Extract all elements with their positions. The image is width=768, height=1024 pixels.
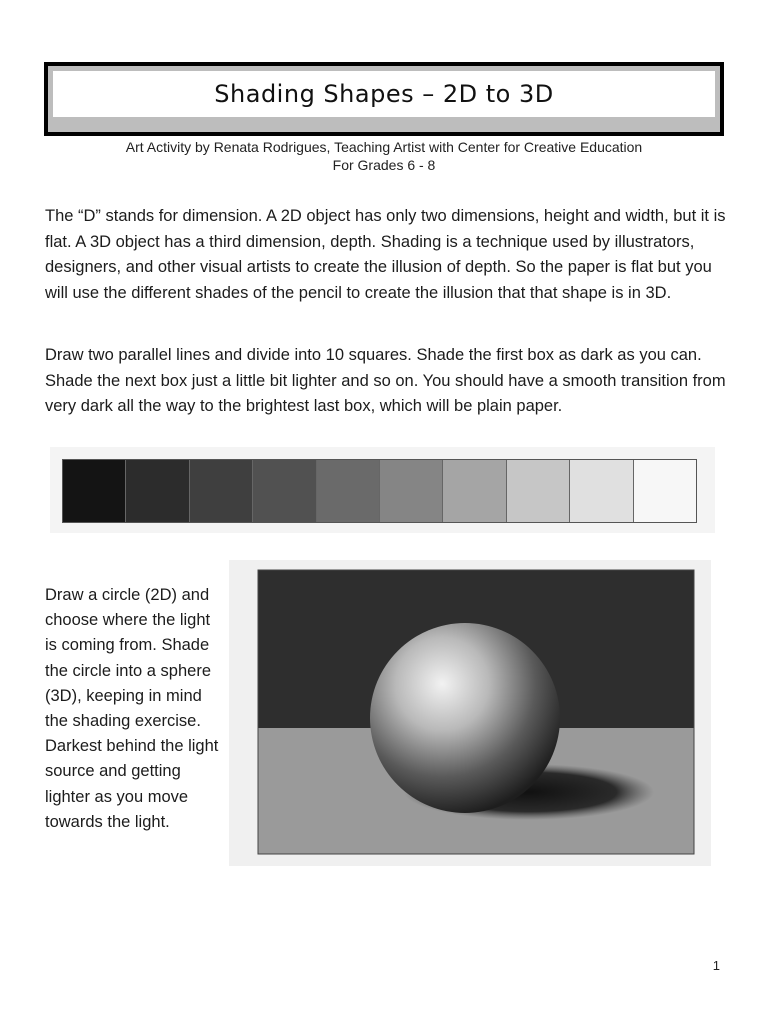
author-credit: Art Activity by Renata Rodrigues, Teaching Artist with Center for Creative Education (125, 139, 643, 155)
page-title: Shading Shapes – 2D to 3D (214, 80, 554, 108)
scale-cell-8 (507, 460, 570, 522)
intro-paragraph: The “D” stands for dimension. A 2D object has only two dimensions, height and width, but it is flat. A 3D object has a third dimension, depth. Shading is a technique used by illustrators, designers, and other visual artists to create the illusion of depth. So the paper is flat but you will use the different shades of the pencil to create the illusion that that shape is in 3D. (45, 207, 726, 302)
sphere-drawing-image (229, 560, 711, 866)
title-banner (53, 71, 715, 117)
scale-cell-2 (126, 460, 189, 522)
grade-level: For Grades 6 - 8 (332, 157, 436, 173)
scale-cell-1 (63, 460, 126, 522)
value-scale (62, 459, 697, 523)
sphere-drawing (229, 560, 711, 866)
scale-cell-10 (634, 460, 696, 522)
scale-cell-7 (443, 460, 506, 522)
instruction-paragraph: Draw two parallel lines and divide into 10 squares. Shade the first box as dark as you can. Shade the next box just a little bit lighter and so on. You should have a smooth transition from very dark all the way to the brightest last box, which will be plain paper. (45, 346, 726, 415)
title-box (44, 62, 724, 136)
shading-scale-image (50, 447, 715, 533)
page-number: 1 (712, 958, 720, 973)
scale-cell-6 (380, 460, 443, 522)
scale-cell-4 (253, 460, 316, 522)
scale-cell-9 (570, 460, 633, 522)
sphere (370, 623, 560, 813)
byline (0, 138, 768, 174)
sphere-instructions: Draw a circle (2D) and choose where the light is coming from. Shade the circle into a sphere (3D), keeping in mind the shading exercise. Darkest behind the light source and getting lighter as you move towards the light. (45, 586, 219, 831)
scale-cell-3 (190, 460, 253, 522)
scale-cell-5 (317, 460, 380, 522)
